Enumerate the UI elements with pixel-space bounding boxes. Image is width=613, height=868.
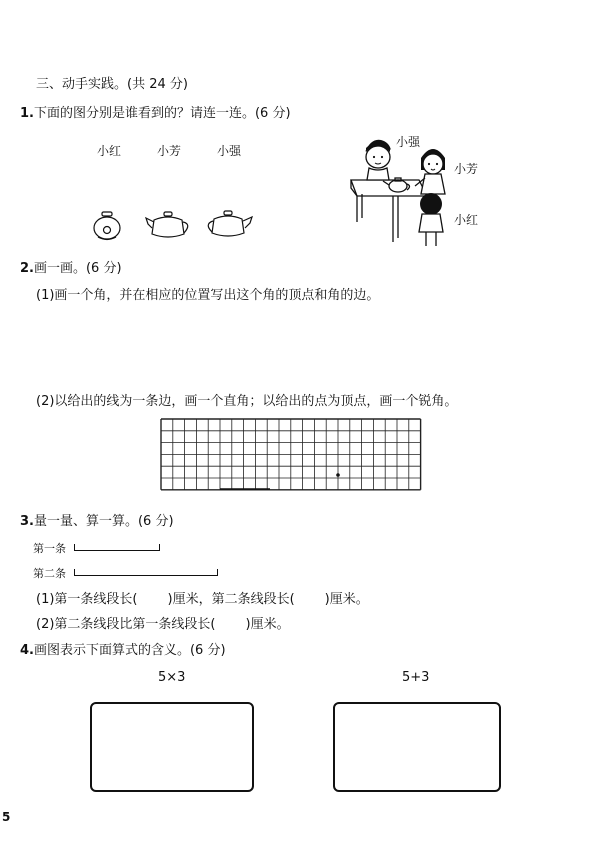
- teapot-views: [88, 208, 263, 244]
- q3-heading: [20, 514, 174, 530]
- grid-svg: [160, 418, 422, 504]
- q2-heading: [20, 261, 122, 277]
- q3-sub1: [36, 592, 369, 608]
- section-title: 三、动手实践。(共 24 分): [36, 77, 188, 92]
- q1-number: 1.: [20, 106, 34, 121]
- q4-text: 画图表示下面算式的含义。(6 分): [33, 643, 226, 658]
- line2-label: 第二条: [33, 567, 66, 580]
- segment-2-end-tick: [217, 569, 218, 576]
- expr-5plus3: 5+3: [402, 670, 430, 685]
- teapot-front-view-icon: [94, 212, 120, 240]
- label-xiaoqiang: 小强: [396, 135, 421, 149]
- q3-sub2-part-b: )厘米。: [245, 617, 290, 632]
- q3-sub2-part-a: (2)第二条线段比第一条线段长(: [36, 617, 216, 632]
- q3-sub2: [36, 617, 290, 633]
- segment-1-end-tick: [159, 544, 160, 551]
- girl-xiaohong-figure: [419, 193, 443, 246]
- line1-label: 第一条: [33, 542, 66, 555]
- q1-heading: [20, 106, 291, 122]
- q1-text: 下面的图分别是谁看到的？请连一连。(6 分): [33, 106, 291, 121]
- q2-part1: (1)画一个角，并在相应的位置写出这个角的顶点和角的边。: [36, 288, 380, 303]
- q1-name-xiaoqiang: 小强: [217, 144, 242, 158]
- drawing-grid[interactable]: [160, 418, 422, 508]
- answer-box-5plus3[interactable]: [333, 702, 501, 792]
- boy-xiaoqiang-figure: [365, 140, 391, 180]
- label-xiaofang: 小芳: [454, 162, 479, 176]
- segment-1: [74, 550, 160, 551]
- q2-number: 2.: [20, 261, 34, 276]
- q1-name-xiaohong: 小红: [97, 144, 122, 158]
- given-point: [336, 473, 340, 477]
- q1-name-xiaofang: 小芳: [157, 144, 182, 158]
- segment-2: [74, 575, 218, 576]
- q4-heading: [20, 643, 226, 659]
- q2-text: 画一画。(6 分): [33, 261, 122, 276]
- q3-sub1-part-b: )厘米，第二条线段长(: [167, 592, 295, 607]
- q2-part2: (2)以给出的线为一条边，画一个直角；以给出的点为顶点，画一个锐角。: [36, 394, 458, 409]
- q4-number: 4.: [20, 643, 34, 658]
- segment-1-start-tick: [74, 544, 75, 551]
- q3-text: 量一量、算一算。(6 分): [33, 514, 174, 529]
- label-xiaohong: 小红: [454, 213, 479, 227]
- q3-number: 3.: [20, 514, 34, 529]
- page-number: 5: [2, 810, 11, 824]
- teapot-side-view-icon: [146, 212, 188, 237]
- teapot-side-view-mirror-icon: [208, 211, 252, 236]
- expr-5x3: 5×3: [158, 670, 186, 685]
- q3-sub1-part-c: )厘米。: [324, 592, 369, 607]
- segment-2-start-tick: [74, 569, 75, 576]
- q3-sub1-part-a: (1)第一条线段长(: [36, 592, 138, 607]
- answer-box-5x3[interactable]: [90, 702, 254, 792]
